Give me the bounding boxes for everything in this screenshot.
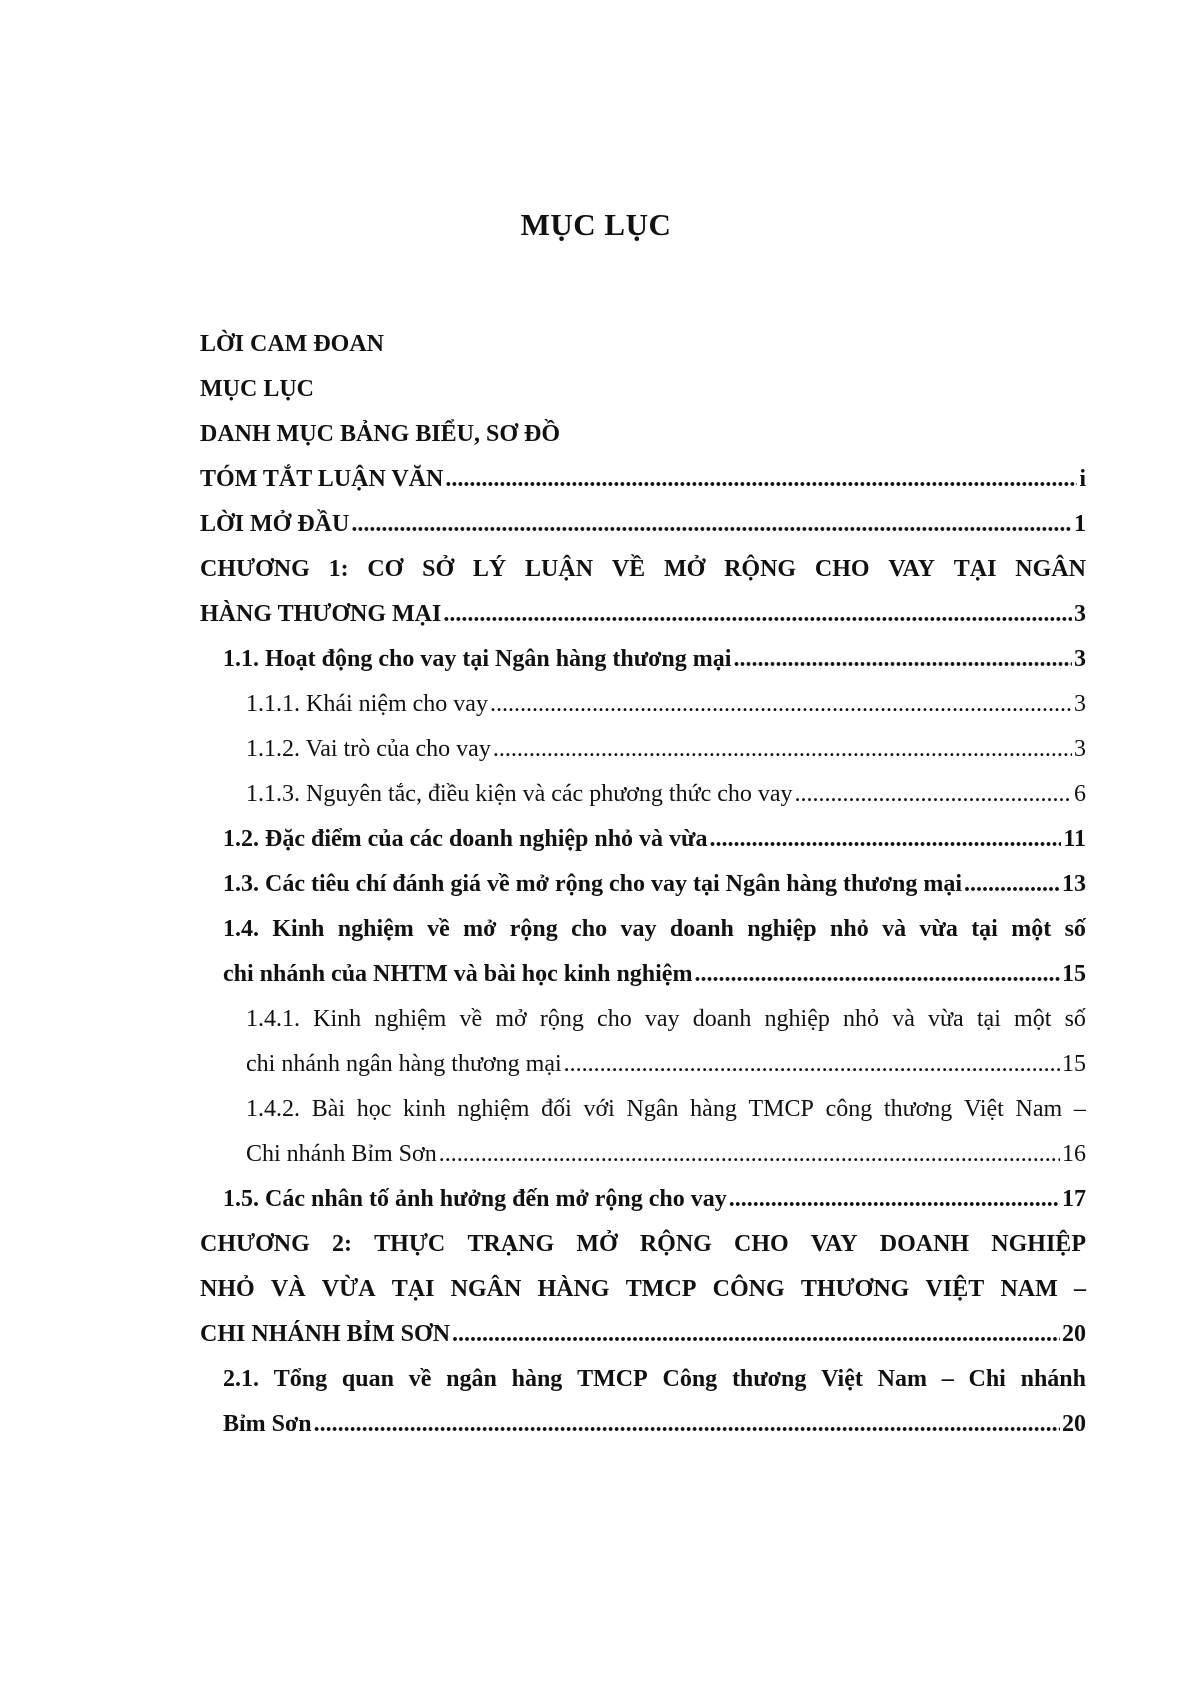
toc-word: – — [941, 1366, 954, 1392]
toc-word: về — [408, 1366, 432, 1392]
dot-leader — [493, 727, 1072, 772]
toc-word: CHƯƠNG — [200, 1231, 310, 1257]
toc-entry-chuong-2: CHƯƠNG 2: THỰC TRẠNG MỞ RỘNG CHO VAY DOANH NGHIỆP NHỎ VÀ VỪA TẠI NGÂN HÀNG TMCP CÔNG THƯƠNG VIỆT NAM – CHI NHÁNH BỈM SƠN ..... 20 — [200, 1222, 1086, 1357]
toc-word: nghiệm — [374, 1006, 447, 1032]
page-number: 3 — [1074, 646, 1086, 672]
toc-entry-line — [223, 1357, 1086, 1402]
toc-word: TMCP — [748, 1096, 814, 1122]
page-number: 3 — [1074, 691, 1086, 717]
toc-word: TRẠNG — [467, 1231, 555, 1257]
toc-entry-loi-mo-dau: LỜI MỞ ĐẦU ..... 1 — [200, 502, 1086, 547]
toc-entry-line — [246, 997, 1086, 1042]
toc-entry-line — [200, 1222, 1086, 1267]
dot-leader — [709, 817, 1061, 862]
toc-word: Công — [662, 1366, 718, 1392]
toc-word: vừa — [928, 1006, 964, 1032]
toc-word: hàng — [690, 1096, 737, 1122]
toc-word: LUẬN — [525, 556, 594, 582]
page-number: 3 — [1074, 601, 1086, 627]
toc-word: MỞ — [576, 1231, 618, 1257]
toc-word: THƯƠNG — [800, 1276, 910, 1302]
page-number: 6 — [1074, 781, 1086, 807]
toc-word: VÀ — [270, 1276, 306, 1302]
toc-word: ngân — [446, 1366, 497, 1392]
toc-word: vay — [644, 1006, 680, 1032]
page-number: 20 — [1062, 1411, 1086, 1437]
toc-entry-line — [246, 1087, 1086, 1132]
toc-word: doanh — [669, 916, 734, 942]
toc-word: CHƯƠNG — [200, 556, 310, 582]
toc-word: Ngân — [626, 1096, 679, 1122]
toc-word: TMCP — [625, 1276, 697, 1302]
toc-word: nghiệp — [747, 916, 817, 942]
toc-word: Nam — [1015, 1096, 1063, 1122]
table-of-contents — [200, 322, 1086, 1447]
toc-word: RỘNG — [724, 556, 797, 582]
toc-word: 1.4.2. — [246, 1096, 300, 1122]
toc-word: 2: — [331, 1231, 352, 1257]
toc-word: Kinh — [313, 1006, 362, 1032]
page-number: 17 — [1062, 1186, 1086, 1212]
toc-word: SỞ — [422, 556, 455, 582]
toc-word: DOANH — [879, 1231, 970, 1257]
toc-word: NGÂN — [450, 1276, 522, 1302]
toc-entry-1-1-3: 1.1.3. Nguyên tắc, điều kiện và các phương thức cho vay ..... 6 — [200, 772, 1086, 817]
toc-entry-line — [223, 907, 1086, 952]
dot-leader — [439, 1132, 1060, 1177]
toc-word: NHỎ — [200, 1276, 255, 1302]
toc-word: thương — [883, 1096, 953, 1122]
toc-entry-1-4-2: 1.4.2. Bài học kinh nghiệm đối với Ngân hàng TMCP công thương Việt Nam – Chi nhánh Bỉm Sơn ..... 16 — [200, 1087, 1086, 1177]
toc-word: TẠI — [953, 556, 997, 582]
toc-word: rộng — [509, 916, 558, 942]
toc-word: mở — [495, 1006, 527, 1032]
toc-word: CÔNG — [712, 1276, 785, 1302]
dot-leader — [443, 592, 1072, 637]
toc-word: cho — [597, 1006, 632, 1032]
toc-word: Bài — [311, 1096, 346, 1122]
toc-word: vừa — [919, 916, 958, 942]
toc-word: – — [1074, 1276, 1086, 1302]
page-number: 1 — [1074, 511, 1086, 537]
page-number: 11 — [1063, 826, 1086, 852]
dot-leader — [564, 1042, 1060, 1087]
toc-word: kinh — [403, 1096, 446, 1122]
toc-word: quan — [341, 1366, 394, 1392]
toc-word: một — [1011, 916, 1052, 942]
toc-entry-1-4-1: 1.4.1. Kinh nghiệm về mở rộng cho vay doanh nghiệp nhỏ và vừa tại một số chi nhánh ngân hàng thương mại ..... 15 — [200, 997, 1086, 1087]
toc-word: nghiệm — [337, 916, 414, 942]
toc-entry-1-5: 1.5. Các nhân tố ảnh hưởng đến mở rộng cho vay ..... 17 — [200, 1177, 1086, 1222]
dot-leader — [490, 682, 1072, 727]
toc-word: và — [892, 1006, 915, 1032]
toc-word: HÀNG — [537, 1276, 610, 1302]
toc-word: nghiệp — [764, 1006, 830, 1032]
toc-word: tại — [971, 916, 998, 942]
toc-entry-line — [200, 547, 1086, 592]
toc-word: số — [1064, 916, 1086, 942]
toc-word: về — [427, 916, 450, 942]
toc-word: VỪA — [321, 1276, 376, 1302]
dot-leader — [694, 952, 1060, 997]
toc-word: vay — [620, 916, 657, 942]
toc-word: học — [356, 1096, 392, 1122]
toc-word: tại — [976, 1006, 1001, 1032]
dot-leader — [795, 772, 1072, 817]
toc-word: doanh — [692, 1006, 752, 1032]
toc-entry-1-1-2: 1.1.2. Vai trò của cho vay ..... 3 — [200, 727, 1086, 772]
toc-word: một — [1014, 1006, 1052, 1032]
toc-word: VIỆT — [925, 1276, 985, 1302]
toc-word: Chi — [968, 1366, 1006, 1392]
toc-entry-2-1: 2.1. Tổng quan về ngân hàng TMCP Công thương Việt Nam – Chi nhánh Bỉm Sơn ..... 20 — [200, 1357, 1086, 1447]
toc-word: Việt — [821, 1366, 863, 1392]
dot-leader — [729, 1177, 1060, 1222]
toc-word: rộng — [539, 1006, 584, 1032]
toc-word: số — [1064, 1006, 1086, 1032]
toc-word: VAY — [888, 556, 936, 582]
page-number: 16 — [1062, 1141, 1086, 1167]
dot-leader — [733, 637, 1072, 682]
toc-word: Tổng — [273, 1366, 328, 1392]
toc-word: CƠ — [367, 556, 404, 582]
toc-word: 1.4.1. — [246, 1006, 300, 1032]
toc-word: VAY — [810, 1231, 858, 1257]
toc-word: TẠI — [391, 1276, 435, 1302]
toc-entry-tom-tat: TÓM TẮT LUẬN VĂN ..... i — [200, 457, 1086, 502]
toc-word: 1: — [328, 556, 349, 582]
toc-word: TMCP — [577, 1366, 648, 1392]
page-number: 13 — [1062, 871, 1086, 897]
toc-entry-danh-muc-bang-bieu: DANH MỤC BẢNG BIỂU, SƠ ĐỒ — [200, 421, 561, 447]
toc-word: và — [882, 916, 907, 942]
toc-entry-chuong-1: CHƯƠNG 1: CƠ SỞ LÝ LUẬN VỀ MỞ RỘNG CHO VAY TẠI NGÂN HÀNG THƯƠNG MẠI ..... 3 — [200, 547, 1086, 637]
page-number: 15 — [1062, 1051, 1086, 1077]
toc-word: cho — [571, 916, 608, 942]
toc-word: 1.4. — [223, 916, 259, 942]
toc-word: CHO — [814, 556, 870, 582]
toc-word: Kinh — [272, 916, 325, 942]
toc-entry-1-2: 1.2. Đặc điểm của các doanh nghiệp nhỏ và vừa ..... 11 — [200, 817, 1086, 862]
toc-entry-1-1-1: 1.1.1. Khái niệm cho vay ..... 3 — [200, 682, 1086, 727]
toc-word: thương — [731, 1366, 807, 1392]
dot-leader — [452, 1312, 1060, 1357]
toc-word: hàng — [511, 1366, 563, 1392]
toc-word: Việt — [963, 1096, 1004, 1122]
toc-entry-1-3: 1.3. Các tiêu chí đánh giá về mở rộng cho vay tại Ngân hàng thương mại ..... 13 — [200, 862, 1086, 907]
dot-leader — [351, 502, 1072, 547]
toc-word: NGHIỆP — [991, 1231, 1086, 1257]
toc-word: đối — [541, 1096, 572, 1122]
toc-entry-loi-cam-doan: LỜI CAM ĐOAN — [200, 331, 384, 357]
toc-word: VỀ — [611, 556, 646, 582]
toc-word: RỘNG — [639, 1231, 712, 1257]
dot-leader — [964, 862, 1060, 907]
toc-word: về — [459, 1006, 483, 1032]
toc-word: 2.1. — [223, 1366, 259, 1392]
toc-word: công — [825, 1096, 873, 1122]
dot-leader — [314, 1402, 1060, 1447]
page-number: i — [1079, 466, 1086, 492]
toc-word: nghiệm — [457, 1096, 530, 1122]
toc-word: Nam — [877, 1366, 927, 1392]
page-number: 3 — [1074, 736, 1086, 762]
toc-word: NGÂN — [1015, 556, 1086, 582]
page-number: 20 — [1062, 1321, 1086, 1347]
toc-word: nhỏ — [830, 916, 869, 942]
page-number: 15 — [1062, 961, 1086, 987]
toc-entry-1-4: 1.4. Kinh nghiệm về mở rộng cho vay doanh nghiệp nhỏ và vừa tại một số chi nhánh của NHTM và bài học kinh nghiệm ..... 15 — [200, 907, 1086, 997]
toc-word: NAM — [1000, 1276, 1058, 1302]
toc-word: CHO — [734, 1231, 789, 1257]
toc-word: LÝ — [472, 556, 507, 582]
toc-word: với — [583, 1096, 615, 1122]
toc-word: nhánh — [1020, 1366, 1086, 1392]
toc-entry-muc-luc: MỤC LỤC — [200, 376, 314, 402]
toc-entry-1-1: 1.1. Hoạt động cho vay tại Ngân hàng thương mại ..... 3 — [200, 637, 1086, 682]
toc-word: nhỏ — [843, 1006, 880, 1032]
dot-leader — [445, 457, 1077, 502]
page-title: MỤC LỤC — [520, 207, 672, 242]
toc-word: mở — [463, 916, 497, 942]
toc-word: – — [1073, 1096, 1086, 1122]
toc-word: MỞ — [663, 556, 706, 582]
toc-entry-line — [200, 1267, 1086, 1312]
toc-word: THỰC — [374, 1231, 446, 1257]
